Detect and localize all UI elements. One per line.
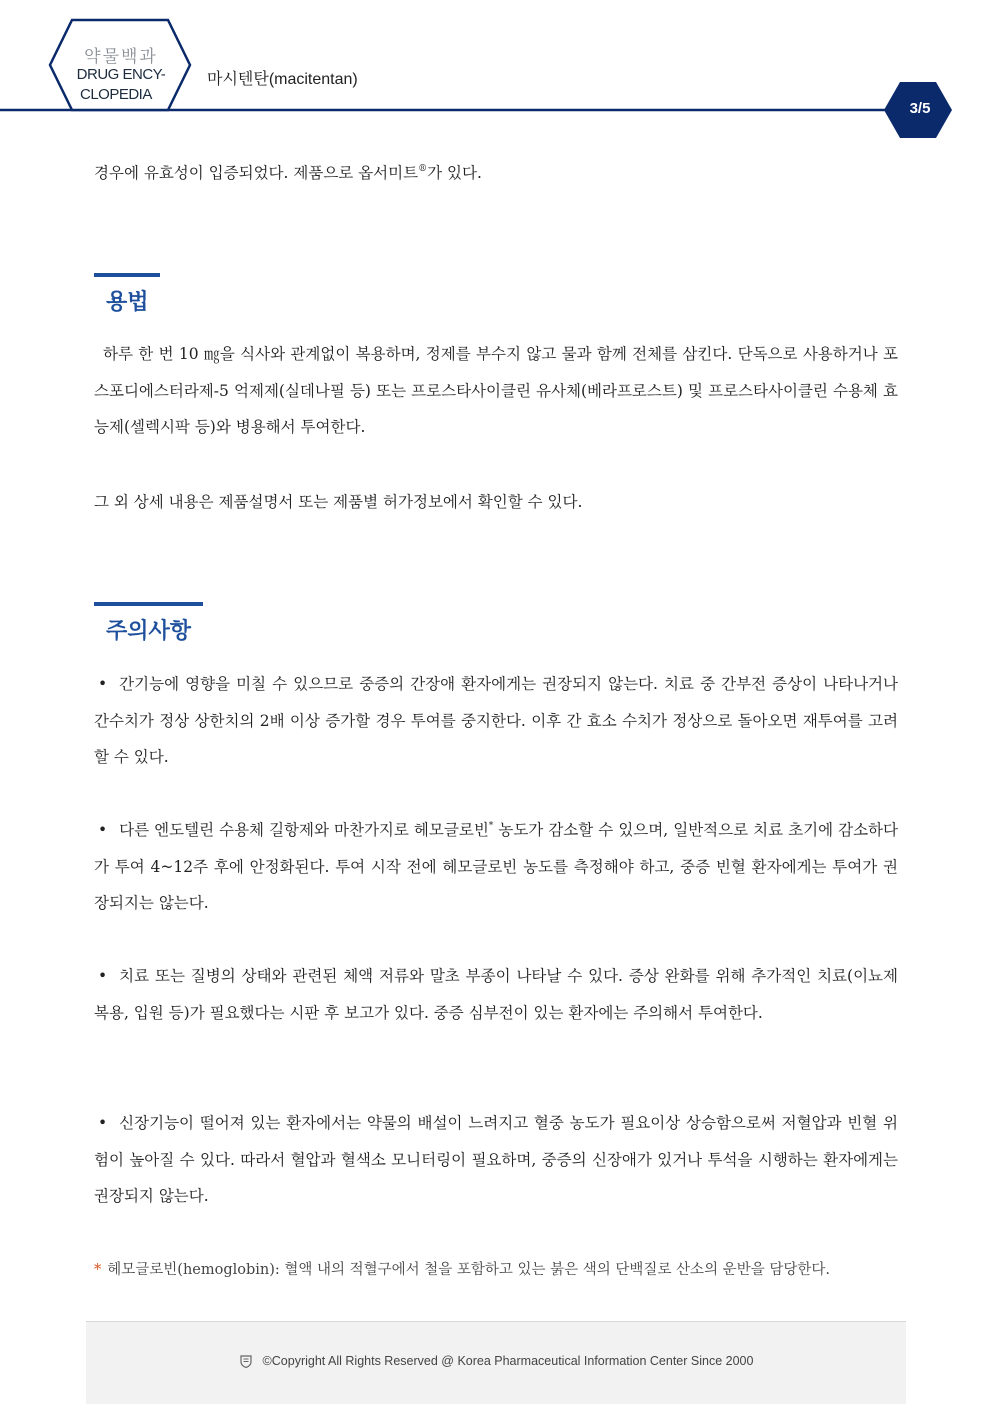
page-number: 3/5 bbox=[909, 100, 931, 117]
copyright-text: ©Copyright All Rights Reserved @ Korea Pharmaceutical Information Center Since 2000 bbox=[262, 1354, 754, 1368]
shield-icon bbox=[239, 1354, 253, 1368]
document-title: 마시텐탄(macitentan) bbox=[207, 71, 358, 88]
logo-english-line1: DRUG ENCY- bbox=[76, 66, 166, 83]
precaution-item-2 bbox=[94, 812, 898, 922]
precaution-item-2-text-before: 다른 엔도텔린 수용체 길항제와 마찬가지로 헤모글로빈 bbox=[119, 821, 489, 839]
registered-mark: ® bbox=[418, 164, 428, 174]
footnote-text: 헤모글로빈(hemoglobin): 혈액 내의 적혈구에서 철을 포함하고 있는 붉은 색의 단백질로 산소의 운반을 담당한다. bbox=[107, 1262, 830, 1278]
footnote-mark: * bbox=[94, 1262, 102, 1278]
usage-paragraph-2: 그 외 상세 내용은 제품설명서 또는 제품별 허가정보에서 확인할 수 있다. bbox=[94, 493, 583, 511]
precaution-item-3 bbox=[94, 958, 898, 1031]
intro-paragraph bbox=[94, 155, 898, 192]
intro-text-before: 경우에 유효성이 입증되었다. 제품으로 옵서미트 bbox=[94, 164, 419, 182]
precautions-heading-bar bbox=[94, 602, 203, 606]
bullet: • bbox=[98, 821, 108, 839]
bullet: • bbox=[98, 967, 108, 985]
precaution-item-4-text: 신장기능이 떨어져 있는 환자에서는 약물의 배설이 느려지고 혈중 농도가 필요이상 상승함으로써 저혈압과 빈혈 위험이 높아질 수 있다. 따라서 혈압과 혈색소 모니터링이 필요하며, 중증의 신장애가 있거나 투석을 시행하는 환자에게는 권장되지 않는다. bbox=[94, 1114, 898, 1205]
bullet: • bbox=[98, 1114, 108, 1132]
bullet: • bbox=[98, 675, 108, 693]
precaution-item-4 bbox=[94, 1105, 898, 1215]
usage-heading: 용법 bbox=[106, 289, 149, 314]
precaution-item-3-text: 치료 또는 질병의 상태와 관련된 체액 저류와 말초 부종이 나타날 수 있다. 증상 완화를 위해 추가적인 치료(이뇨제 복용, 입원 등)가 필요했다는 시판 후 보고가 있다. 중증 심부전이 있는 환자에는 주의해서 투여한다. bbox=[94, 967, 898, 1022]
precaution-item-1-text: 간기능에 영향을 미칠 수 있으므로 중증의 간장애 환자에게는 권장되지 않는다. 치료 중 간부전 증상이 나타나거나 간수치가 정상 상한치의 2배 이상 증가할 경우 투여를 중지한다. 이후 간 효소 수치가 정상으로 돌아오면 재투여를 고려할 수 있다. bbox=[94, 675, 898, 766]
logo-korean: 약물백과 bbox=[84, 47, 158, 66]
intro-text-after: 가 있다. bbox=[427, 164, 482, 182]
footnote bbox=[94, 1258, 898, 1279]
usage-paragraph-1: 하루 한 번 10 ㎎을 식사와 관계없이 복용하며, 정제를 부수지 않고 물과 함께 전체를 삼킨다. 단독으로 사용하거나 포스포디에스터라제-5 억제제(실데나필 등) 또는 프로스타사이클린 유사체(베라프로스트) 및 프로스타사이클린 수용체 효능제(셀렉시팍 등)와 병용해서 투여한다. bbox=[94, 345, 898, 436]
precaution-item-1 bbox=[94, 666, 898, 776]
usage-heading-bar bbox=[94, 273, 160, 277]
footer-line bbox=[86, 1354, 906, 1368]
footnote-reference: * bbox=[488, 821, 494, 831]
page-header bbox=[0, 0, 992, 140]
precautions-heading: 주의사항 bbox=[106, 618, 192, 643]
logo-english-line2: CLOPEDIA bbox=[80, 86, 152, 103]
page-footer bbox=[86, 1321, 906, 1404]
precaution-item-2-text-after: 농도가 감소할 수 있으며, 일반적으로 치료 초기에 감소하다가 투여 4~12주 후에 안정화된다. 투여 시작 전에 헤모글로빈 농도를 측정해야 하고, 중증 빈혈 환자에게는 투여가 권장되지는 않는다. bbox=[94, 821, 898, 912]
